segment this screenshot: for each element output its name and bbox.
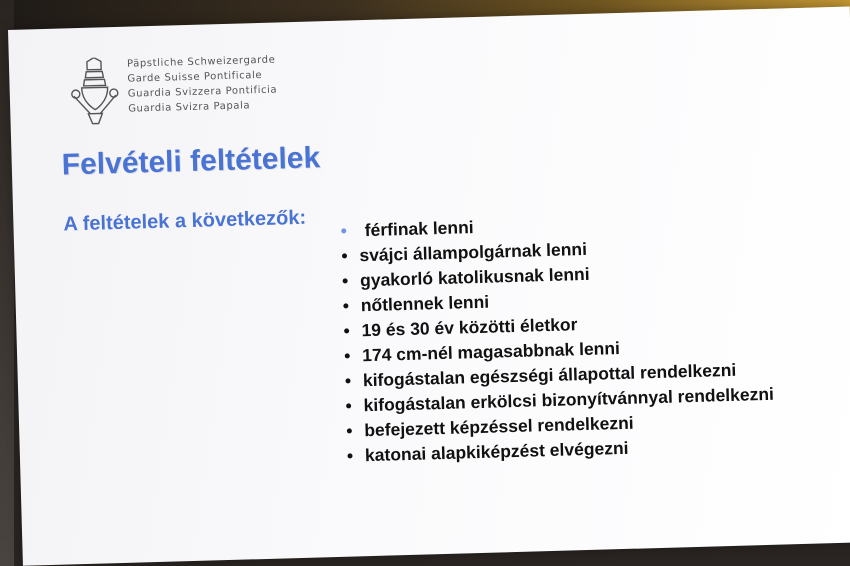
list-item: • 174 cm-nél magasabbnak lenni — [342, 330, 843, 369]
requirements-list — [338, 205, 845, 469]
organization-names — [127, 49, 389, 116]
bullet-icon: • — [343, 345, 351, 366]
slide-title: Felvételi feltételek — [61, 141, 321, 182]
bullet-icon: • — [345, 395, 353, 416]
bullet-icon: • — [343, 320, 350, 341]
list-item: • kifogástalan egészségi állapottal rendelkezni — [343, 355, 844, 394]
bullet-icon: • — [341, 270, 349, 291]
bullet-icon: • — [340, 220, 348, 241]
list-item: • 19 és 30 év közötti életkor — [341, 305, 842, 344]
list-item: • kifogástalan erkölcsi bizonyítvánnyal rendelkezni — [343, 380, 844, 419]
list-item: • gyakorló katolikusnak lenni — [340, 255, 841, 294]
list-item: • nőtlennek lenni — [340, 280, 841, 319]
list-item: • svájci állampolgárnak lenni — [339, 230, 840, 269]
list-item: • katonai alapkiképzést elvégezni — [345, 430, 846, 469]
organization-name-german: Päpstliche Schweizergarde — [126, 54, 276, 70]
bullet-icon: • — [344, 370, 352, 391]
organization-name-french: Garde Suisse Pontificale — [127, 69, 263, 85]
organization-name-romansh: Guardia Svizra Papala — [128, 100, 251, 115]
bullet-icon: • — [342, 295, 350, 316]
papal-coat-of-arms-icon — [69, 57, 121, 126]
bullet-icon: • — [346, 420, 353, 441]
organization-name-italian: Guardia Svizzera Pontificia — [127, 84, 278, 100]
bullet-icon: • — [341, 245, 348, 266]
bullet-icon: • — [346, 445, 354, 466]
projected-slide — [8, 6, 850, 565]
list-item: • befejezett képzéssel rendelkezni — [344, 405, 845, 444]
list-item: • férfinak lenni — [338, 205, 839, 244]
slide-subtitle: A feltételek a következők: — [63, 206, 307, 236]
